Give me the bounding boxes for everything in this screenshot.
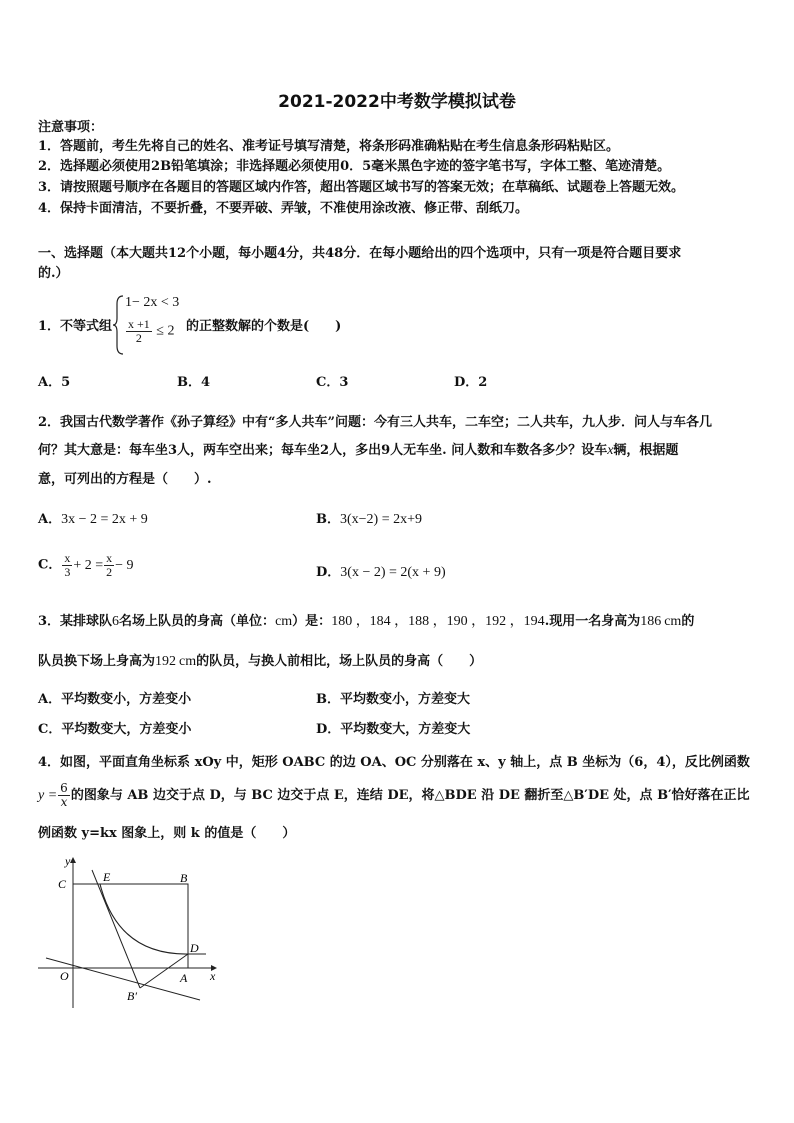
q2-line3: 意，可列出的方程是（ ）.	[38, 472, 212, 487]
q2-option-c-label: C．	[38, 557, 62, 573]
label-x: x	[210, 969, 216, 983]
label-b: B	[180, 871, 188, 885]
q3-line2b: 的队员，与换人前相比，场上队员的身高（ ）	[196, 654, 483, 669]
q3-cm-3: cm	[179, 654, 197, 669]
label-a: A	[180, 971, 188, 985]
notice-item: 4．保持卡面清洁，不要折叠，不要弄破、弄皱，不准使用涂改液、修正带、刮纸刀。	[38, 201, 529, 216]
q3-mid1: 名场上队员的身高（单位：	[119, 614, 276, 629]
q2-option-c	[38, 552, 134, 579]
section-heading-cont: 的.）	[38, 266, 69, 281]
q3-cm: cm	[275, 614, 293, 629]
q1-suffix: 的正整数解的个数是( )	[186, 319, 342, 334]
notice-heading: 注意事项：	[38, 120, 104, 135]
page-title: 2021-2022中考数学模拟试卷	[278, 92, 516, 112]
q2-c-den1: 3	[64, 565, 71, 579]
q4-line2	[38, 782, 750, 809]
q1-ineq2-rel: ≤ 2	[156, 323, 175, 339]
section-heading: 一、选择题（本大题共12个小题，每小题4分，共48分．在每小题给出的四个选项中，只有一项是符合题目要求	[38, 246, 682, 261]
q2-line1: 2．我国古代数学著作《孙子算经》中有“多人共车”问题：今有三人共车，二车空；二人共车，九人步．问人与车各几	[38, 415, 713, 430]
q1-option-c: C．3	[316, 375, 349, 390]
q2-c-den2: 2	[106, 565, 113, 579]
q3-option-d: D．平均数变大，方差变大	[316, 722, 471, 737]
q2-option-d-label: D．	[316, 565, 341, 580]
q4-figure	[30, 850, 230, 1015]
q3-line2	[38, 653, 482, 671]
q1-ineq2-num: x +1	[128, 317, 150, 331]
q2-option-a-eq: 3x − 2 = 2x + 9	[61, 512, 148, 527]
q3-heights: 180 ，184 ，188 ，190 ，192 ，194	[331, 614, 545, 629]
q3-cm-2: cm	[664, 614, 682, 629]
q2-option-d-eq: 3(x − 2) = 2(x + 9)	[340, 565, 446, 580]
q3-option-b: B．平均数变小，方差变大	[316, 692, 470, 707]
q4-line1: 4．如图，平面直角坐标系 xOy 中，矩形 OABC 的边 OA、OC 分别落在 x、y 轴上，点 B 坐标为（6，4），反比例函数	[38, 755, 750, 770]
q3-option-a: A．平均数变小，方差变小	[38, 692, 192, 707]
q4-line3: 例函数 y=kx 图象上，则 k 的值是（ ）	[38, 826, 296, 841]
q2-var: x	[607, 443, 614, 458]
q3-option-c: C．平均数变大，方差变小	[38, 722, 192, 737]
q3-mid2: ）是：	[292, 614, 332, 629]
q4-fn-lhs: y =	[38, 788, 58, 803]
q3-h186: 186	[640, 614, 662, 629]
label-e: E	[103, 870, 111, 884]
rectangle-oabc	[73, 884, 188, 968]
q4-line2-post: 的图象与 AB 边交于点 D，与 BC 边交于点 E，连结 DE，将△BDE 沿 DE 翻折至△B′DE 处，点 B′恰好落在正比	[70, 788, 750, 803]
q1-option-d: D．2	[454, 375, 488, 390]
q4-fn-den: x	[60, 795, 68, 809]
q1-ineq2-den: 2	[135, 331, 142, 345]
line-y-kx	[46, 958, 200, 1000]
q2-option-a-label: A．	[38, 512, 62, 527]
q3-tail: 的	[681, 614, 695, 629]
q3-n6: 6	[112, 614, 120, 629]
notice-item: 1．答题前，考生先将自己的姓名、准考证号填写清楚，将条形码准确粘贴在考生信息条形码粘贴区。	[38, 139, 620, 154]
q2-c-num2: x	[106, 551, 113, 565]
q3-mid3: .现用一名身高为	[544, 614, 641, 629]
q2-option-b	[316, 508, 422, 529]
q2-option-b-eq: 3(x−2) = 2x+9	[340, 512, 423, 527]
line-ed-extended	[92, 870, 140, 988]
q1-option-a: A．5	[38, 375, 71, 390]
q2-c-num1: x	[64, 551, 71, 565]
q1-ineq2	[125, 318, 174, 345]
notice-item: 2．选择题必须使用2B铅笔填涂；非选择题必须使用0．5毫米黑色字迹的签字笔书写，字体工整、笔迹清楚。	[38, 159, 671, 174]
q2-option-a	[38, 508, 148, 529]
q3-line2a: 队员换下场上身高为	[38, 654, 156, 669]
q3-line1	[38, 613, 694, 631]
label-y: y	[65, 854, 71, 868]
q2-line2b: 辆，根据题	[613, 443, 679, 458]
q1-ineq1: 1− 2x < 3	[125, 295, 180, 310]
q1-prefix: 1．不等式组	[38, 319, 113, 334]
label-o: O	[60, 969, 69, 983]
label-d: D	[190, 941, 199, 955]
q4-fn-num: 6	[60, 781, 68, 795]
q1-brace	[112, 294, 126, 356]
q2-option-d	[316, 561, 446, 582]
q2-line2a: 何？其大意是：每车坐3人，两车空出来；每车坐2人，多出9人无车坐. 问人数和车数各多少？设车	[38, 443, 608, 458]
q2-line2	[38, 442, 678, 460]
label-b-prime: B′	[127, 989, 137, 1003]
notice-item: 3．请按照题号顺序在各题目的答题区域内作答，超出答题区域书写的答案无效；在草稿纸、试题卷上答题无效。	[38, 180, 685, 195]
q2-c-end: − 9	[115, 557, 134, 573]
q2-option-b-label: B．	[316, 512, 340, 527]
q2-c-mid: + 2 =	[73, 557, 104, 573]
q1-option-b: B．4	[177, 375, 211, 390]
label-c: C	[58, 877, 67, 891]
q3-prefix: 3．某排球队	[38, 614, 113, 629]
q3-h192: 192	[155, 654, 177, 669]
